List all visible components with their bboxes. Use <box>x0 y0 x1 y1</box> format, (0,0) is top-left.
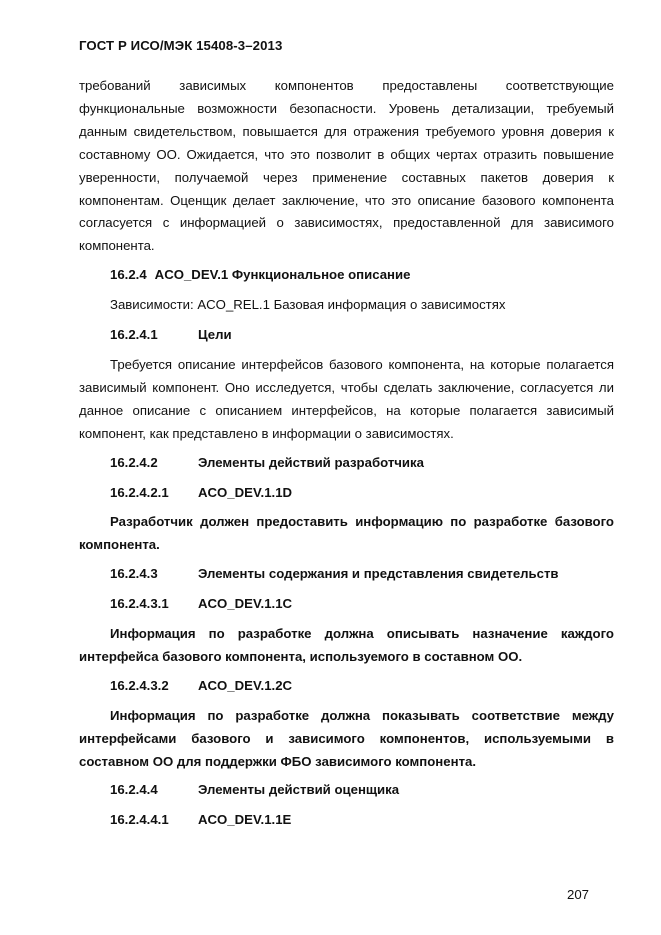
paragraph-dev-1-2c: Информация по разработке должна показывать соответствие между интерфейсами базового и зависимого компонентов, используемыми в составном ОО для поддержки ФБО зависимого компонента. <box>79 707 614 769</box>
section-number: 16.2.4.2.1 <box>110 484 169 500</box>
section-heading-16-2-4-4 <box>79 779 614 802</box>
section-title: Элементы содержания и представления свидетельств <box>198 566 559 582</box>
section-heading-16-2-4-3 <box>79 563 614 586</box>
page-body <box>79 75 614 839</box>
page-number: 207 <box>567 887 590 902</box>
section-title: ACO_DEV.1.1D <box>198 484 293 500</box>
section-title: ACO_DEV.1.1C <box>198 596 293 612</box>
section-title: ACO_DEV.1 Функциональное описание <box>154 267 411 283</box>
section-title: ACO_DEV.1.2C <box>198 677 293 693</box>
paragraph-objectives: Требуется описание интерфейсов базового компонента, на которые полагается зависимый компонент. Оно исследуется, чтобы сделать заключение, согласуется ли данное описание с описанием интерфейсов, на которые полагается зависимый компонент, как представлено в информации о зависимостях. <box>79 356 614 441</box>
section-title: Элементы действий оценщика <box>198 782 400 798</box>
section-heading-16-2-4-3-2 <box>79 675 614 698</box>
section-number: 16.2.4.3 <box>110 566 158 582</box>
dependencies-line: Зависимости: ACO_REL.1 Базовая информация о зависимостях <box>110 297 506 313</box>
section-number: 16.2.4.4 <box>110 782 158 798</box>
section-number: 16.2.4.3.2 <box>110 677 169 693</box>
section-number: 16.2.4.2 <box>110 454 158 470</box>
paragraph-dev-1-1d: Разработчик должен предоставить информацию по разработке базового компонента. <box>79 514 614 553</box>
section-heading-16-2-4-2 <box>79 452 614 475</box>
paragraph-intro: требований зависимых компонентов предоставлены соответствующие функциональные возможности безопасности. Уровень детализации, требуемый данным свидетельством, повышается для отражения требуемого уровня доверия к составному ОО. Ожидается, что это позволит в общих чертах отразить повышение уверенности, получаемой через применение составных пакетов доверия к компонентам. Оценщик делает заключение, что это описание базового компонента согласуется с информацией о зависимостях, предоставленной для зависимого компонента. <box>79 78 614 254</box>
section-number: 16.2.4.1 <box>110 327 158 343</box>
section-heading-16-2-4-1 <box>79 324 614 347</box>
section-heading-16-2-4-2-1 <box>79 482 614 505</box>
section-number: 16.2.4.4.1 <box>110 812 169 828</box>
section-title: Элементы действий разработчика <box>198 454 424 470</box>
section-heading-16-2-4-4-1 <box>79 809 614 832</box>
section-number: 16.2.4 <box>110 267 147 283</box>
section-title: Цели <box>198 327 232 343</box>
paragraph-dev-1-1c: Информация по разработке должна описывать назначение каждого интерфейса базового компонента, используемого в составном ОО. <box>79 626 614 664</box>
section-heading-16-2-4 <box>79 264 614 287</box>
section-number: 16.2.4.3.1 <box>110 596 169 612</box>
section-heading-16-2-4-3-1 <box>79 593 614 616</box>
section-title: ACO_DEV.1.1E <box>198 812 292 828</box>
document-header: ГОСТ Р ИСО/МЭК 15408-3–2013 <box>79 38 283 53</box>
